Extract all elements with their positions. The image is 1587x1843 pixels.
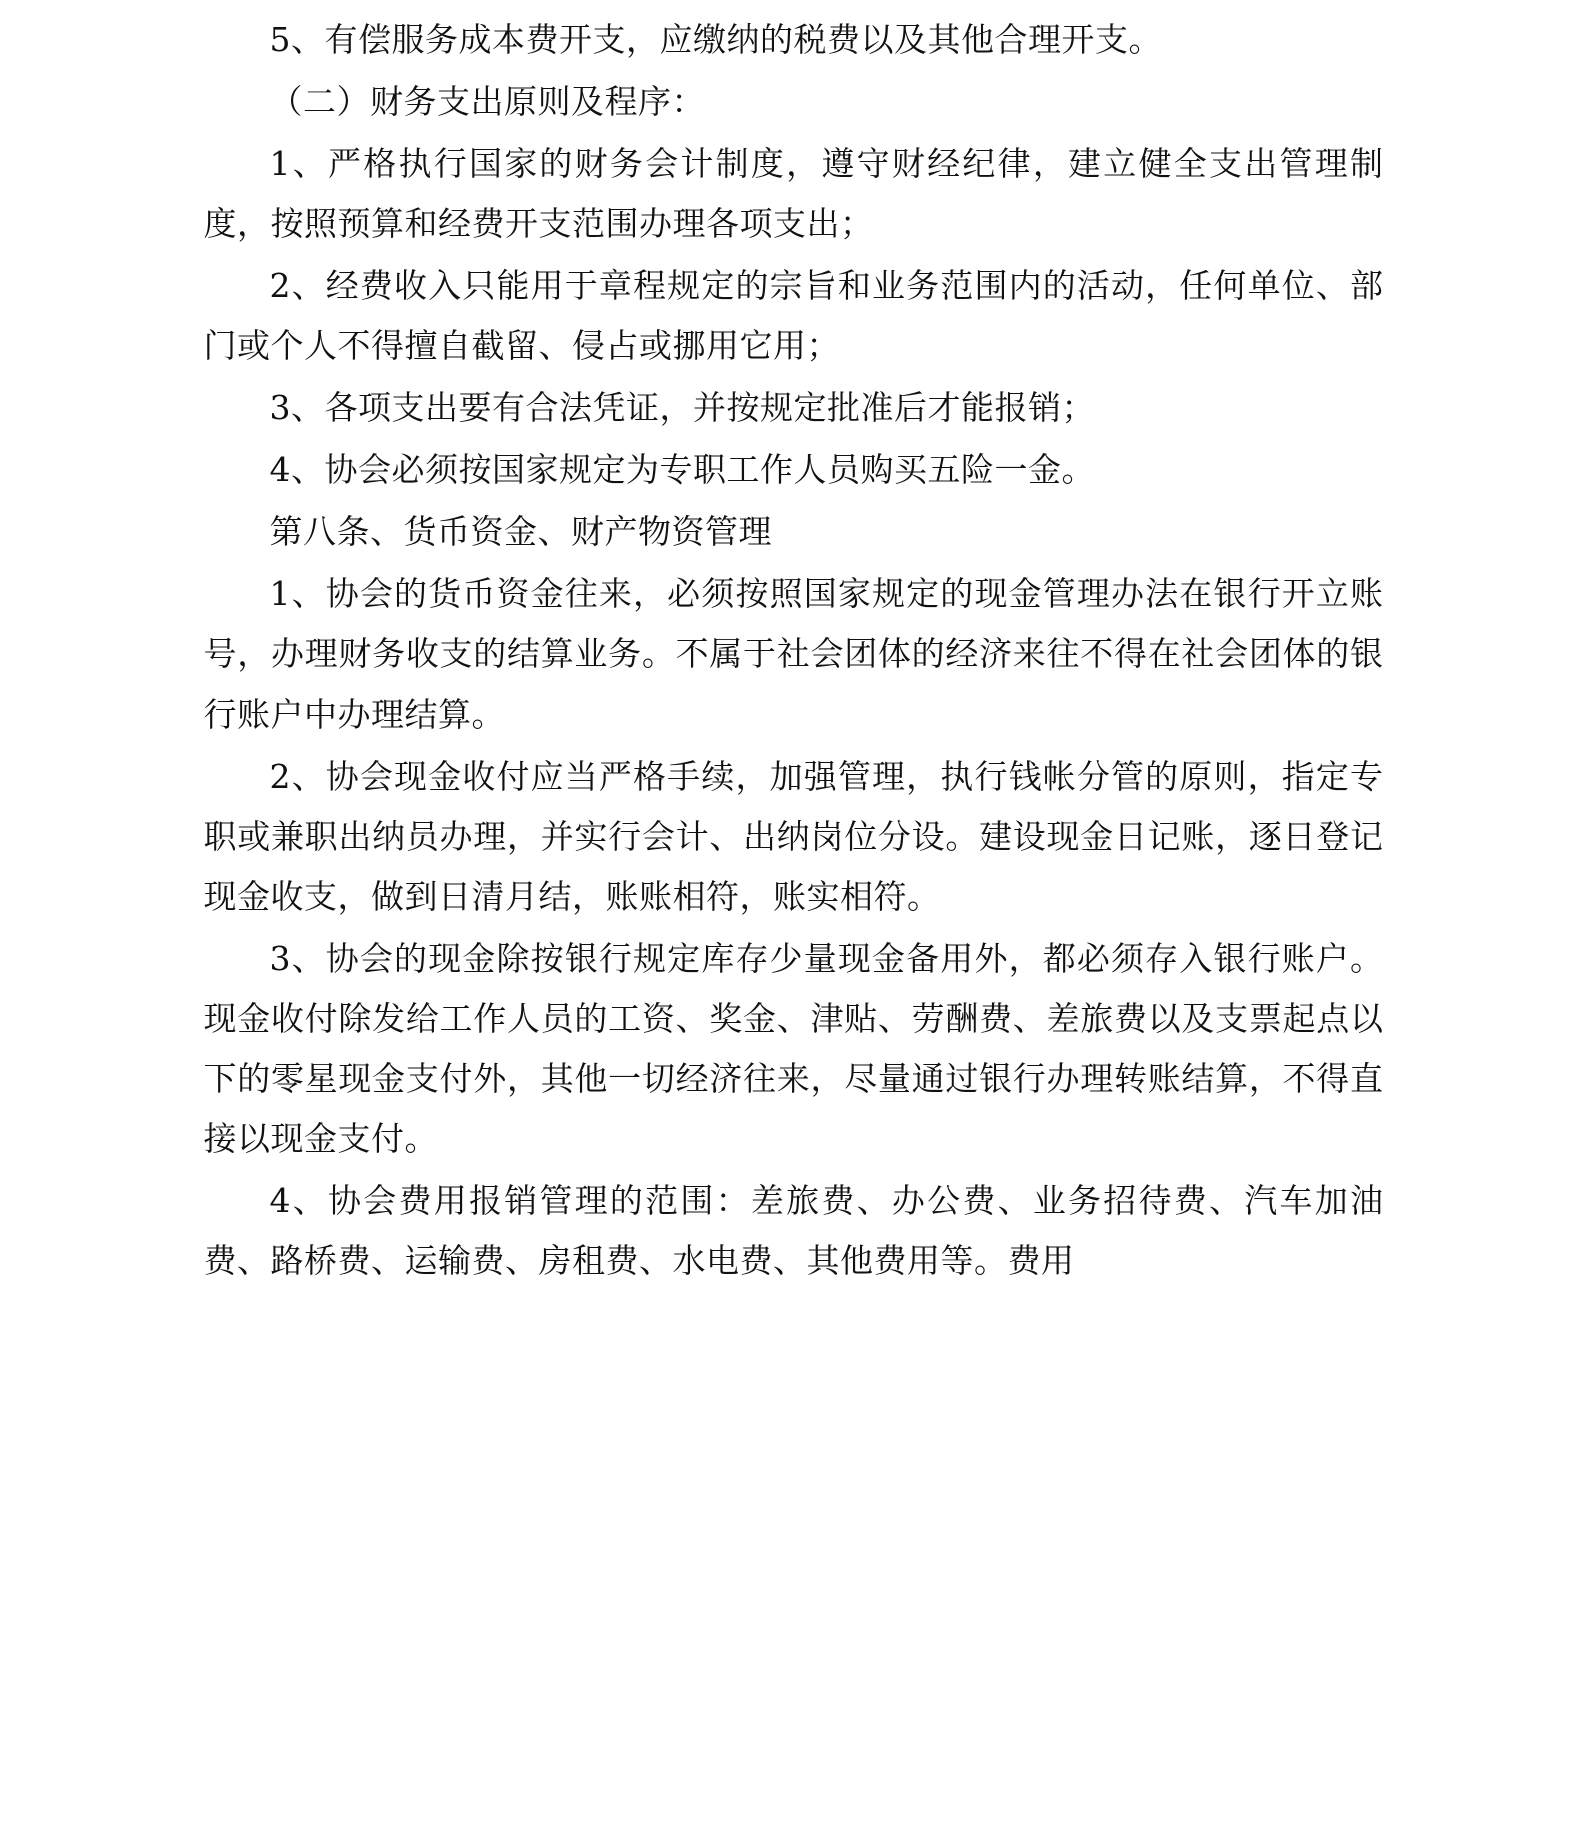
paragraph-item-3: 1、严格执行国家的财务会计制度，遵守财经纪律，建立健全支出管理制度，按照预算和经费开支范围办理各项支出； (203, 144, 1384, 244)
paragraph-item-5: 3、各项支出要有合法凭证，并按规定批准后才能报销； (269, 388, 1095, 428)
paragraph-item-1: 5、有偿服务成本费开支，应缴纳的税费以及其他合理开支。 (269, 20, 1162, 59)
paragraph-item-2: （二）财务支出原则及程序： (269, 82, 705, 122)
paragraph-item-7: 第八条、货币资金、财产物资管理 (269, 512, 772, 552)
paragraph-item-4: 2、经费收入只能用于章程规定的宗旨和业务范围内的活动，任何单位、部门或个人不得擅自截留、侵占或挪用它用； (203, 266, 1384, 366)
paragraph-item-8: 1、协会的货币资金往来，必须按照国家规定的现金管理办法在银行开立账号，办理财务收支的结算业务。不属于社会团体的经济来往不得在社会团体的银行账户中办理结算。 (203, 574, 1384, 734)
document-text-body (204, 10, 1384, 1291)
paragraph-item-9: 2、协会现金收付应当严格手续，加强管理，执行钱帐分管的原则，指定专职或兼职出纳员办理，并实行会计、出纳岗位分设。建设现金日记账，逐日登记现金收支，做到日清月结，账账相符，账实相符。 (203, 756, 1384, 916)
paragraph-item-10: 3、协会的现金除按银行规定库存少量现金备用外，都必须存入银行账户。现金收付除发给工作人员的工资、奖金、津贴、劳酬费、差旅费以及支票起点以下的零星现金支付外，其他一切经济往来，尽量通过银行办理转账结算，不得直接以现金支付。 (203, 938, 1384, 1158)
paragraph-item-6: 4、协会必须按国家规定为专职工作人员购买五险一金。 (269, 450, 1095, 490)
paragraph-item-11: 4、协会费用报销管理的范围：差旅费、办公费、业务招待费、汽车加油费、路桥费、运输费、房租费、水电费、其他费用等。费用 (203, 1180, 1384, 1280)
